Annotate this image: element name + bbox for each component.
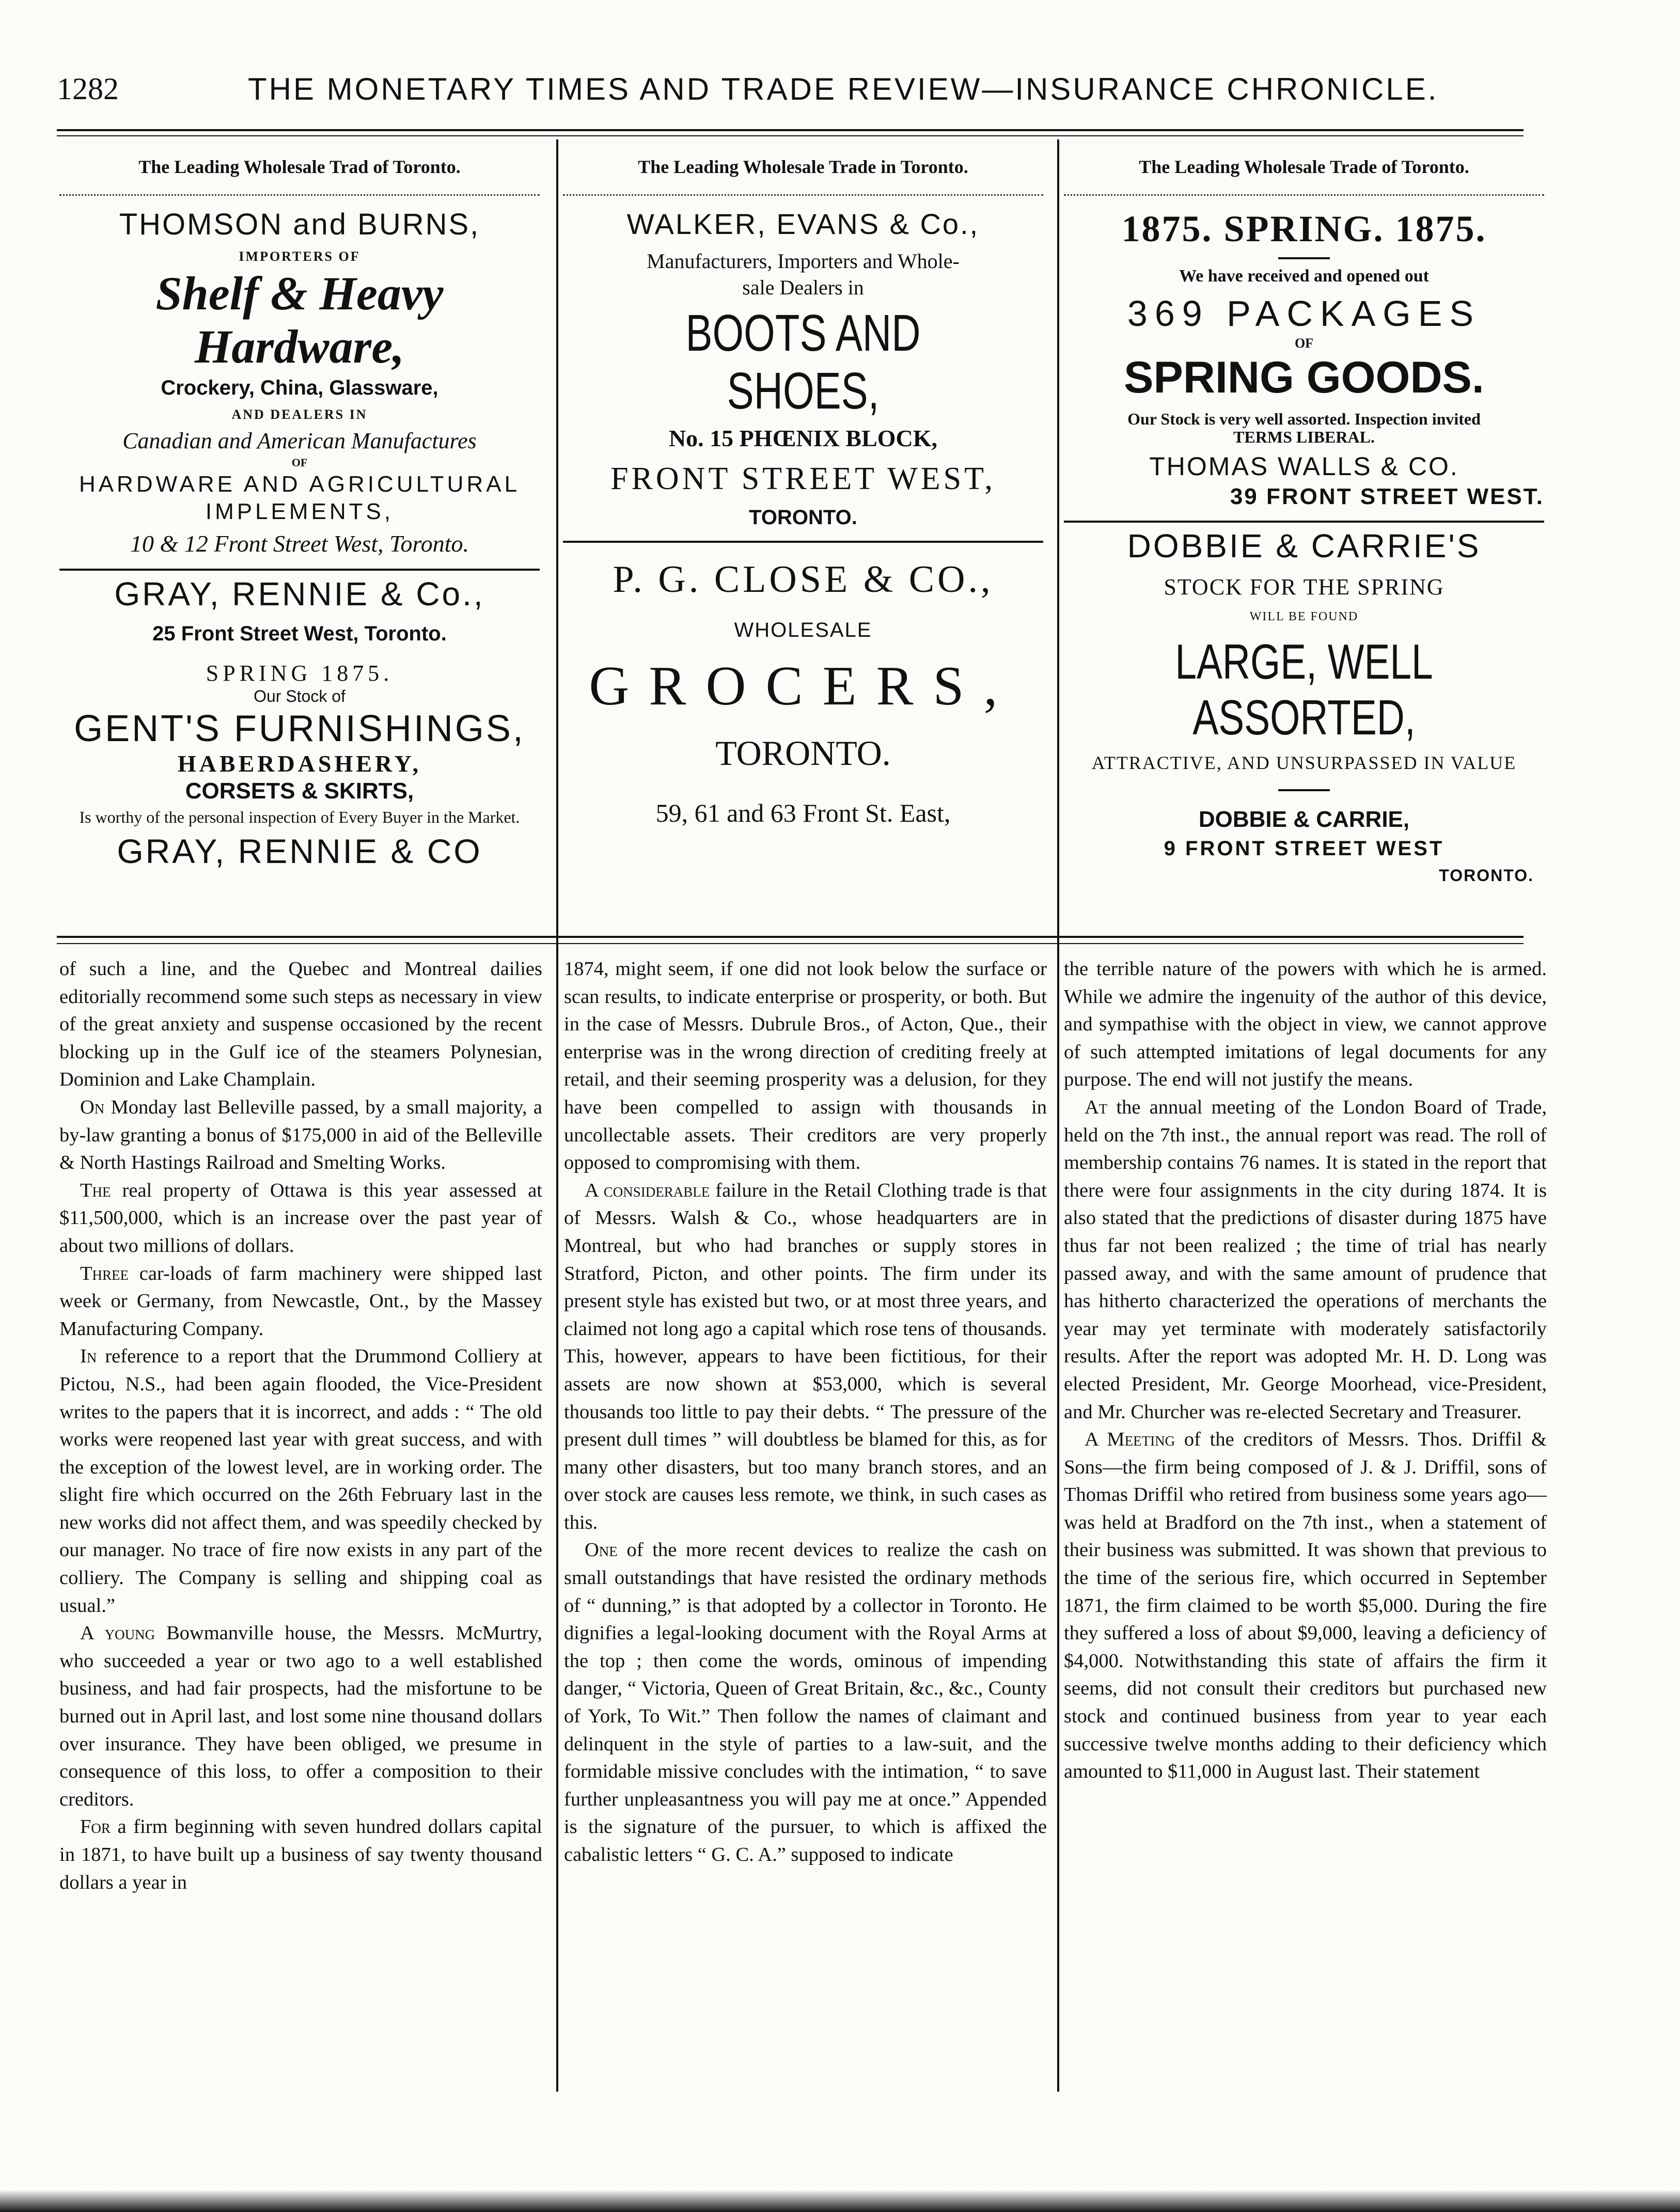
ad-firm-name: THOMSON and BURNS, [119, 208, 480, 241]
ad-headline: 1875. SPRING. 1875. [1121, 208, 1487, 249]
ad-divider [563, 541, 1043, 543]
ad-column-2 [563, 145, 1043, 827]
article-column-3 [1064, 955, 1547, 1786]
ad-text: Our Stock of [254, 686, 346, 705]
ad-walker-evans [563, 208, 1043, 529]
ad-text: STOCK FOR THE SPRING [1164, 574, 1445, 600]
ad-thomas-walls [1064, 208, 1544, 509]
ad-thomson-burns [59, 208, 540, 557]
ad-text: TORONTO. [715, 733, 891, 773]
scan-edge-shadow [0, 2190, 1680, 2212]
ad-column-3 [1064, 145, 1544, 885]
ad-address: TORONTO. [1439, 866, 1534, 885]
ad-text: sale Dealers in [742, 275, 864, 299]
running-title: THE MONETARY TIMES AND TRADE REVIEW—INSURANCE CHRONICLE. [248, 72, 1439, 106]
paragraph-text: failure in the Retail Clothing trade is that of Messrs. Walsh & Co., whose headquarters are in Montreal, but who had branches or supply stores in Stratford, Picton, and other points. The firm under its present style has existed but two, or at most three years, and claimed not long ago a capital which rose tens of thousands. This, however, appears to have been fictitious, for their assets are now shown at $53,000, which is several thousands too little to pay their debts. “ The pressure of the present dull times ” will doubtless be blamed for this, as for many other disasters, but too many branch stores, and an over stock are causes less remote, we think, in such cases as this. [564, 1179, 1047, 1533]
paragraph [59, 1813, 542, 1896]
ads-bottom-rule [57, 936, 1524, 938]
ornamental-rule [563, 188, 1043, 196]
column-divider-1 [556, 139, 558, 2092]
paragraph-text: of the creditors of Messrs. Thos. Driffil & Sons—the firm being composed of J. & J. Driffil, sons of Thomas Driffil who retired from business some years ago—was held at Bradford on the 7th inst., when a statement of their business was submitted. It was shown that previous to the time of the serious fire, which occurred in September 1871, the firm claimed to be worth $5,000. During the fire they suffered a loss of about $9,000, leaving a deficiency of $4,000. Notwithstanding this state of affairs the firm it seems, did not consult their creditors but purchased new stock and continued business from year to year each successive twelve months adding to their deficiency which amounted to $11,000 in August last. Their statement [1064, 1429, 1547, 1783]
ad-close-grocers [563, 558, 1043, 827]
ad-dobbie-carrie [1064, 528, 1544, 885]
paragraph [59, 1177, 542, 1260]
ad-headline: SPRING GOODS. [1124, 353, 1484, 403]
lead-word: Three [80, 1262, 129, 1284]
ad-headline: BOOTS AND SHOES, [685, 304, 921, 420]
ad-text: OF [291, 456, 308, 469]
lead-word: In [80, 1345, 97, 1368]
ad-firm-name: P. G. CLOSE & CO., [613, 558, 994, 601]
ad-gray-rennie [59, 576, 540, 870]
paragraph [564, 1177, 1047, 1537]
paragraph-text: Bowmanville house, the Messrs. McMurtry, who succeeded a year or two ago to a well established business, and had fair prospects, had the misfortune to be burned out in April last, and lost some nine thousand dollars over insurance. They have been obliged, we presume in consequence of this loss, to offer a composition to their creditors. [59, 1622, 542, 1810]
ornamental-rule [1064, 188, 1544, 196]
ad-text: Manufacturers, Importers and Whole- [647, 249, 960, 273]
lead-word: A considerable [585, 1179, 710, 1201]
paragraph-text: the annual meeting of the London Board of Trade, held on the 7th inst., the annual report was read. The roll of membership contains 76 names. It is stated in the report that there were four assignments in the city during 1874. It is also stated that the predictions of disaster during 1875 have thus far not been realized ; the time of trial has nearly passed away, and with the same amount of prudence that has hitherto characterized the operations of merchants the year may yet terminate with moderately satisfactorily results. After the report was adopted Mr. H. D. Long was elected President, Mr. George Moorhead, vice-President, and Mr. Churcher was re-elected Secretary and Treasurer. [1064, 1096, 1547, 1423]
short-rule [1278, 789, 1330, 791]
ad-text: IMPLEMENTS, [205, 499, 394, 525]
header-rule [57, 129, 1524, 131]
paragraph: of such a line, and the Quebec and Montreal dailies editorially recommend some such steps as necessary in view of the great anxiety and suspense occasioned by the recent blocking up in the Gulf ice of the steamers Polynesian, Dominion and Lake Champlain. [59, 958, 542, 1091]
paragraph-text: a firm beginning with seven hundred dollars capital in 1871, to have built up a business of say twenty thousand dollars a year in [59, 1816, 542, 1893]
lead-word: At [1085, 1096, 1108, 1118]
header-rule-thin [57, 135, 1524, 136]
ad-text: AND DEALERS IN [231, 406, 368, 422]
ad-column-heading: The Leading Wholesale Trade in Toronto. [638, 156, 968, 177]
paragraph-text: Monday last Belleville passed, by a small majority, a by-law granting a bonus of $175,000 in aid of the Belleville & North Hastings Railroad and Smelting Works. [59, 1096, 542, 1174]
ad-text: We have received and opened out [1179, 266, 1429, 286]
paragraph [59, 1343, 542, 1620]
ad-firm-name: DOBBIE & CARRIE'S [1127, 527, 1481, 565]
ads-bottom-rule-thin [57, 943, 1524, 944]
lead-word: For [80, 1816, 111, 1838]
ad-column-heading: The Leading Wholesale Trade of Toronto. [1139, 156, 1469, 177]
paragraph-text: car-loads of farm machinery were shipped last week or Germany, from Newcastle, Ont., by the Massey Manufacturing Company. [59, 1262, 542, 1340]
ad-divider [1064, 521, 1544, 523]
ad-address: 59, 61 and 63 Front St. East, [655, 798, 951, 827]
short-rule [1278, 257, 1330, 259]
ad-firm-name: WALKER, EVANS & Co., [626, 208, 980, 240]
ad-firm-name: GRAY, RENNIE & CO [117, 832, 482, 870]
article-column-1 [59, 955, 542, 1896]
ad-address: TORONTO. [749, 506, 857, 529]
lead-word: On [80, 1096, 105, 1118]
ad-address: 10 & 12 Front Street West, Toronto. [130, 530, 469, 557]
paragraph [59, 1094, 542, 1177]
ad-headline: LARGE, WELL ASSORTED, [1175, 634, 1433, 745]
ornamental-rule [59, 188, 540, 196]
ad-text: CORSETS & SKIRTS, [185, 778, 414, 804]
lead-word: A Meeting [1085, 1429, 1175, 1451]
paragraph-text: real property of Ottawa is this year assessed at $11,500,000, which is an increase over the past year of about two millions of dollars. [59, 1179, 542, 1257]
ad-firm-name: DOBBIE & CARRIE, [1198, 806, 1410, 832]
ad-text: WILL BE FOUND [1249, 610, 1359, 624]
ad-text: HARDWARE AND AGRICULTURAL [78, 471, 521, 497]
page-header [57, 71, 1524, 123]
column-divider-2 [1057, 139, 1059, 2092]
ad-text: Crockery, China, Glassware, [161, 376, 438, 400]
ad-address: 39 FRONT STREET WEST. [1230, 484, 1544, 510]
paragraph-text: reference to a report that the Drummond Colliery at Pictou, N.S., had been again flooded, the Vice-President writes to the papers that it is incorrect, and adds : “ The old works were reopened last year with great success, and with the exception of the lowest level, are in working order. The slight fire which occurred on the 26th February last in the new works did not affect them, and was speedily checked by our manager. No trace of fire now exists in any part of the colliery. The Company is selling and shipping coal as usual.” [59, 1345, 542, 1617]
lead-word: A young [80, 1622, 155, 1644]
lead-word: The [80, 1179, 111, 1201]
ad-text: WHOLESALE [734, 618, 872, 641]
ad-text: ATTRACTIVE, AND UNSURPASSED IN VALUE [1091, 752, 1517, 774]
paragraph: 1874, might seem, if one did not look below the surface or scan results, to indicate enterprise or prosperity, or both. But in the case of Messrs. Dubrule Bros., of Acton, Que., their enterprise was in the wrong direction of crediting freely at retail, and their seeming prosperity was a delusion, for they have been compelled to assign with thousands in uncollectable assets. Their creditors are very properly opposed to compromising with them. [564, 958, 1047, 1174]
ad-headline: 369 PACKAGES [1127, 293, 1481, 334]
ad-text: Canadian and American Manufactures [122, 428, 477, 454]
ad-divider [59, 569, 540, 571]
paragraph: the terrible nature of the powers with which he is armed. While we admire the ingenuity of the author of this device, and sympathise with the object in view, we cannot approve of such attempted imitations of legal documents for any purpose. The end will not justify the means. [1064, 958, 1547, 1091]
ad-headline: GENT'S FURNISHINGS, [74, 708, 525, 749]
ad-column-heading: The Leading Wholesale Trad of Toronto. [138, 156, 461, 177]
ad-text: Our Stock is very well assorted. Inspection invited [1127, 409, 1481, 428]
ad-text: TERMS LIBERAL. [1233, 428, 1375, 447]
ad-firm-name: THOMAS WALLS & CO. [1149, 452, 1459, 481]
paragraph [564, 1536, 1047, 1869]
ad-address: No. 15 PHŒNIX BLOCK, [668, 425, 938, 452]
ad-text: IMPORTERS OF [239, 248, 360, 264]
ad-text: Is worthy of the personal inspection of Every Buyer in the Market. [79, 807, 520, 826]
ad-firm-name: GRAY, RENNIE & Co., [114, 575, 485, 613]
page-number: 1282 [57, 72, 119, 106]
ad-text: HABERDASHERY, [177, 750, 422, 777]
paragraph [59, 1620, 542, 1813]
ad-headline: GROCERS, [589, 655, 1017, 717]
ad-text: SPRING 1875. [206, 661, 394, 686]
ad-address: 9 FRONT STREET WEST [1164, 837, 1445, 860]
ad-text: OF [1294, 336, 1314, 351]
paragraph [1064, 1426, 1547, 1786]
ad-address: FRONT STREET WEST, [610, 461, 996, 496]
article-column-2 [564, 955, 1047, 1869]
paragraph-text: of the more recent devices to realize the cash on small outstandings that have resisted the ordinary methods of “ dunning,” is that adopted by a collector in Toronto. He dignifies a legal-looking document with the Royal Arms at the top ; then come the words, ominous of impending danger, “ Victoria, Queen of Great Britain, &c., &c., County of York, To Wit.” Then follow the names of claimant and delinquent in the style of parties to a law-suit, and the formidable missive concludes with the intimation, “ to save further unpleasantness you will pay me at once.” Appended is the signature of the pursuer, to which is affixed the cabalistic letters “ G. C. A.” supposed to indicate [564, 1539, 1047, 1865]
ad-column-1 [59, 145, 540, 870]
paragraph [59, 1260, 542, 1343]
ad-address: 25 Front Street West, Toronto. [152, 622, 447, 645]
lead-word: One [585, 1539, 618, 1561]
paragraph [1064, 1094, 1547, 1426]
ad-headline: Shelf & Heavy Hardware, [155, 267, 444, 373]
